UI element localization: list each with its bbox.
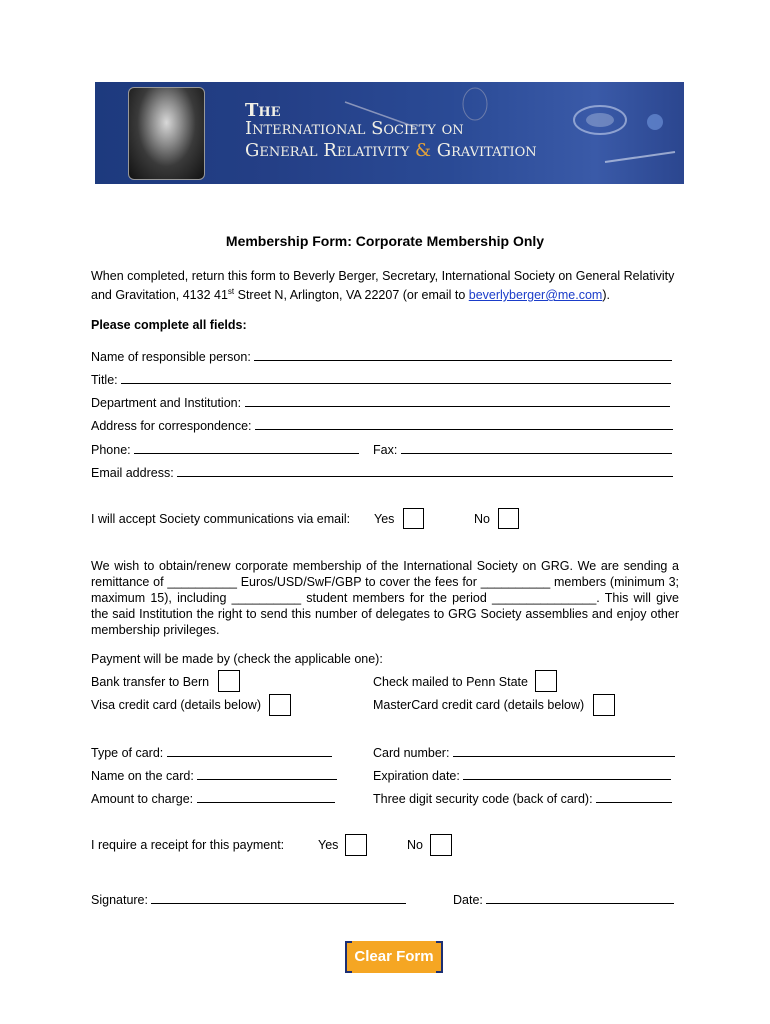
banner-line-1: The xyxy=(245,100,281,121)
field-card-name xyxy=(91,768,337,783)
field-phone xyxy=(91,442,359,457)
payment-bank-label: Bank transfer to Bern xyxy=(91,675,210,689)
field-email xyxy=(91,465,673,480)
receipt-label: I require a receipt for this payment: xyxy=(91,838,285,852)
receipt-yes-checkbox[interactable] xyxy=(345,834,367,856)
title-label: Title: xyxy=(91,373,118,387)
field-responsible-person xyxy=(91,349,672,364)
date-label: Date: xyxy=(453,893,483,907)
card-name-input[interactable] xyxy=(197,768,337,780)
field-title xyxy=(91,372,671,387)
responsible-label: Name of responsible person: xyxy=(91,350,251,364)
title-input[interactable] xyxy=(121,372,671,384)
fax-input[interactable] xyxy=(401,442,672,454)
card-number-label: Card number: xyxy=(373,746,450,760)
address-input[interactable] xyxy=(255,418,673,430)
field-expiration xyxy=(373,768,671,783)
signature-input[interactable] xyxy=(151,892,406,904)
field-date xyxy=(453,892,674,907)
banner-line-2: International Society on xyxy=(245,118,464,139)
field-signature xyxy=(91,892,406,907)
banner-ampersand: & xyxy=(414,140,431,161)
payment-check-checkbox[interactable] xyxy=(535,670,557,692)
security-code-label: Three digit security code (back of card): xyxy=(373,792,593,806)
phone-input[interactable] xyxy=(134,442,359,454)
phone-label: Phone: xyxy=(91,443,131,457)
amount-label: Amount to charge: xyxy=(91,792,194,806)
card-number-input[interactable] xyxy=(453,745,675,757)
intro-text-2: Street N, Arlington, VA 22207 (or email to xyxy=(234,288,469,303)
payment-mastercard-label: MasterCard credit card (details below) xyxy=(373,698,585,712)
clear-form-button[interactable] xyxy=(345,941,443,973)
banner-line-3a: General Relativity xyxy=(245,140,410,161)
date-input[interactable] xyxy=(486,892,674,904)
department-label: Department and Institution: xyxy=(91,396,242,410)
signature-label: Signature: xyxy=(91,893,148,907)
einstein-portrait xyxy=(128,87,205,180)
intro-text-3: ). xyxy=(602,288,610,303)
secretary-email-link[interactable]: beverlyberger@me.com xyxy=(468,288,603,303)
banner-line-3b: Gravitation xyxy=(436,140,537,161)
security-code-input[interactable] xyxy=(596,791,672,803)
payment-visa-checkbox[interactable] xyxy=(269,694,291,716)
instruction-heading: Please complete all fields: xyxy=(91,318,247,332)
card-type-input[interactable] xyxy=(167,745,332,757)
expiration-input[interactable] xyxy=(463,768,671,780)
field-department xyxy=(91,395,670,410)
department-input[interactable] xyxy=(245,395,670,407)
membership-paragraph: We wish to obtain/renew corporate membership of the International Society on GRG. We are sending a remittance of __________ Euros/USD/SwF/GBP to cover the fees for __________ members (minimum 3; maximum 15), including __________ student members for the period _______________. This will give the said Institution the right to send this number of delegates to GRG Society assemblies and enjoy other membership privileges. xyxy=(91,559,679,637)
email-consent-no-checkbox[interactable] xyxy=(498,508,519,529)
intro-text-1: When completed, return this form to Beverly Berger, Secretary, International Society on General Relativity and Gravitation, 4132 41 xyxy=(91,269,675,303)
receipt-yes-label: Yes xyxy=(318,838,339,852)
form-title: Membership Form: Corporate Membership Only xyxy=(225,233,545,249)
card-name-label: Name on the card: xyxy=(91,769,194,783)
intro-paragraph xyxy=(91,268,679,303)
intro-sup: st xyxy=(227,287,235,296)
email-consent-label: I will accept Society communications via email: xyxy=(91,512,351,526)
field-address xyxy=(91,418,673,433)
expiration-label: Expiration date: xyxy=(373,769,460,783)
amount-input[interactable] xyxy=(197,791,335,803)
field-amount xyxy=(91,791,335,806)
field-card-type xyxy=(91,745,332,760)
payment-mastercard-checkbox[interactable] xyxy=(593,694,615,716)
fax-label: Fax: xyxy=(373,443,398,457)
field-card-number xyxy=(373,745,675,760)
card-type-label: Type of card: xyxy=(91,746,164,760)
email-consent-yes-checkbox[interactable] xyxy=(403,508,424,529)
receipt-no-label: No xyxy=(407,838,423,852)
email-label: Email address: xyxy=(91,466,174,480)
receipt-no-checkbox[interactable] xyxy=(430,834,452,856)
payment-bank-checkbox[interactable] xyxy=(218,670,240,692)
email-input[interactable] xyxy=(177,465,673,477)
email-consent-no-label: No xyxy=(474,512,490,526)
responsible-input[interactable] xyxy=(254,349,672,361)
payment-check-label: Check mailed to Penn State xyxy=(373,675,528,689)
field-security-code xyxy=(373,791,672,806)
email-consent-yes-label: Yes xyxy=(374,512,395,526)
address-label: Address for correspondence: xyxy=(91,419,252,433)
society-banner xyxy=(95,82,684,184)
clear-form-label: Clear Form xyxy=(354,943,433,971)
field-fax xyxy=(373,442,672,457)
payment-heading: Payment will be made by (check the applicable one): xyxy=(91,652,383,666)
payment-visa-label: Visa credit card (details below) xyxy=(91,698,261,712)
banner-line-3 xyxy=(245,140,537,161)
